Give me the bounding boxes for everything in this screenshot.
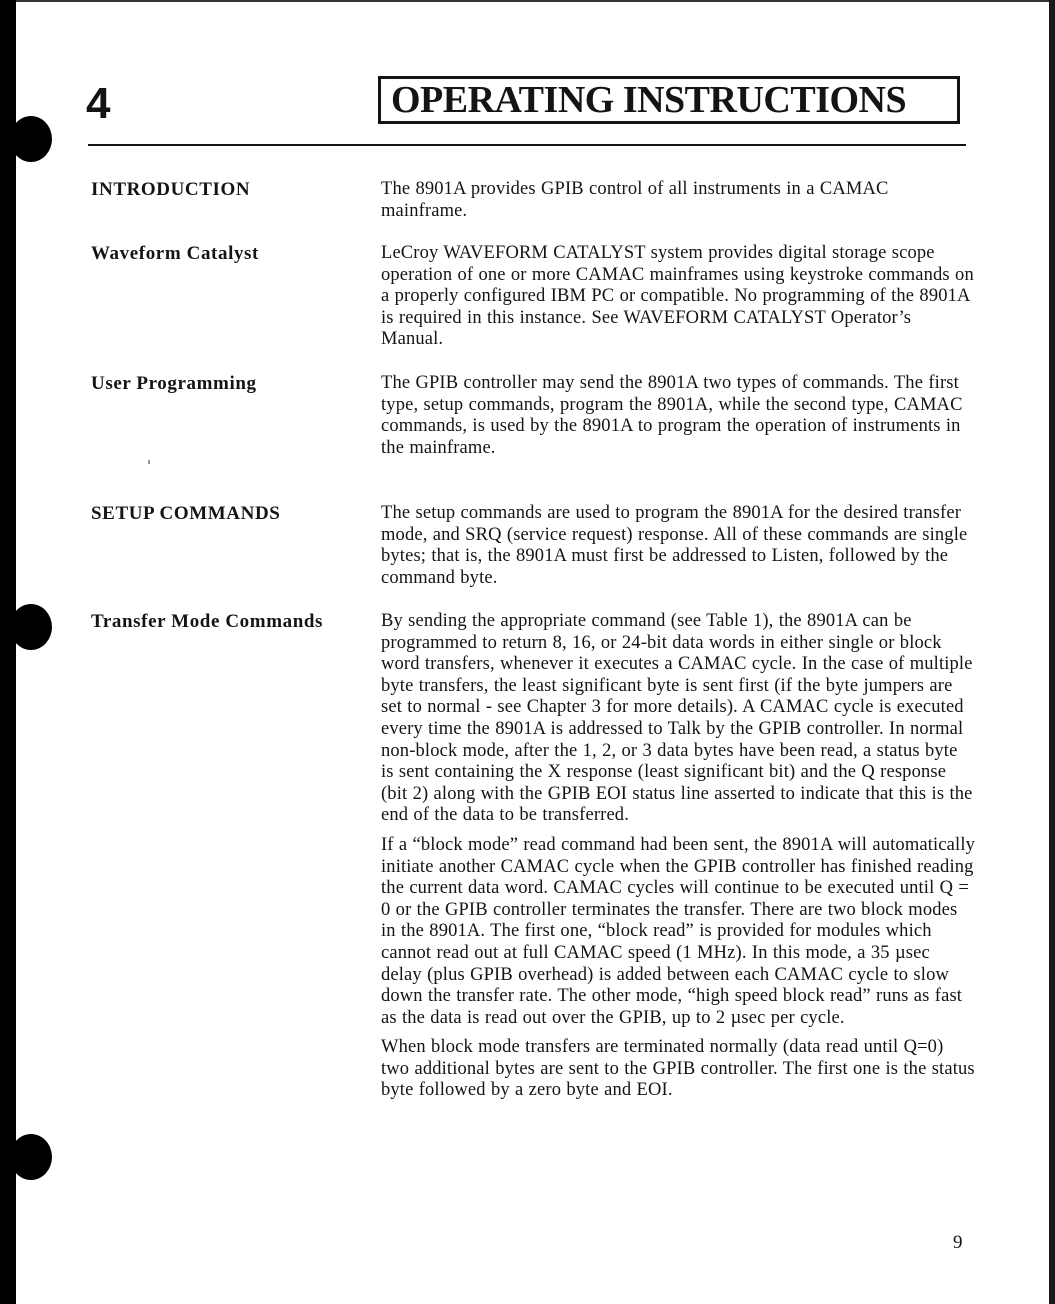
paragraph: The GPIB controller may send the 8901A two types of commands. The first type, setup commands, program the 8901A, while the second type, CAMAC commands, is used by the 8901A to program the operation of instruments in the mainframe.	[381, 373, 963, 458]
page-number: 9	[953, 1232, 963, 1253]
paragraph: The 8901A provides GPIB control of all instruments in a CAMAC mainframe.	[381, 179, 889, 221]
paragraph: When block mode transfers are terminated normally (data read until Q=0) two additional bytes are sent to the GPIB controller. The first one is the status byte followed by a zero byte and EOI.	[381, 1037, 975, 1101]
paragraph: By sending the appropriate command (see Table 1), the 8901A can be programmed to return 8, 16, or 24-bit data words in either single or block word transfers, whenever it executes a CAMAC cycle. In the case of multiple byte transfers, the least significant byte is sent first (if the byte jumpers are set to normal - see Chapter 3 for more details). A CAMAC cycle is executed every time the 8901A is addressed to Talk by the GPIB controller. In normal non-block mode, after the 1, 2, or 3 data bytes have been read, a status byte is sent containing the X response (least significant bit) and the Q response (bit 2) along with the GPIB EOI status line asserted to indicate that this is the end of the data to be transferred.	[381, 611, 973, 826]
section-body-transfer-mode-commands	[381, 611, 975, 1102]
chapter-number: 4	[86, 79, 111, 128]
section-body-waveform-catalyst	[381, 243, 975, 351]
section-body-introduction	[381, 179, 975, 222]
chapter-title: OPERATING INSTRUCTIONS	[391, 79, 907, 121]
chapter-title-box	[378, 76, 960, 124]
paragraph: If a “block mode” read command had been sent, the 8901A will automatically initiate another CAMAC cycle when the GPIB controller has finished reading the current data word. CAMAC cycles will continue to be executed until Q = 0 or the GPIB controller terminates the transfer. There are two block modes in the 8901A. The first one, “block read” is provided for modules which cannot read out at full CAMAC speed (1 MHz). In this mode, a 35 µsec delay (plus GPIB overhead) is added between each CAMAC cycle to slow down the transfer rate. The other mode, “high speed block read” runs as fast as the data is read out over the GPIB, up to 2 µsec per cycle.	[381, 834, 976, 1028]
section-heading-waveform-catalyst: Waveform Catalyst	[91, 243, 259, 264]
punch-hole-bottom	[10, 1134, 52, 1180]
section-heading-setup-commands: SETUP COMMANDS	[91, 503, 281, 524]
section-heading-user-programming: User Programming	[91, 373, 257, 394]
title-rule	[88, 144, 966, 146]
page-edge-left	[0, 0, 16, 1304]
paragraph: The setup commands are used to program the 8901A for the desired transfer mode, and SRQ (service request) response. All of these commands are single bytes; that is, the 8901A must first be addressed to Listen, followed by the command byte.	[381, 503, 968, 588]
paragraph: LeCroy WAVEFORM CATALYST system provides digital storage scope operation of one or more CAMAC mainframes using keystroke commands on a properly configured IBM PC or compatible. No programming of the 8901A is required in this instance. See WAVEFORM CATALYST Operator’s Manual.	[381, 243, 974, 350]
page-edge-top	[0, 0, 1055, 2]
section-body-setup-commands	[381, 503, 975, 589]
scan-speck	[148, 460, 150, 464]
punch-hole-middle	[10, 604, 52, 650]
section-heading-transfer-mode-commands: Transfer Mode Commands	[91, 611, 324, 632]
section-body-user-programming	[381, 373, 975, 459]
page-edge-right	[1049, 0, 1055, 1304]
punch-hole-top	[10, 116, 52, 162]
section-heading-introduction: INTRODUCTION	[91, 179, 251, 200]
